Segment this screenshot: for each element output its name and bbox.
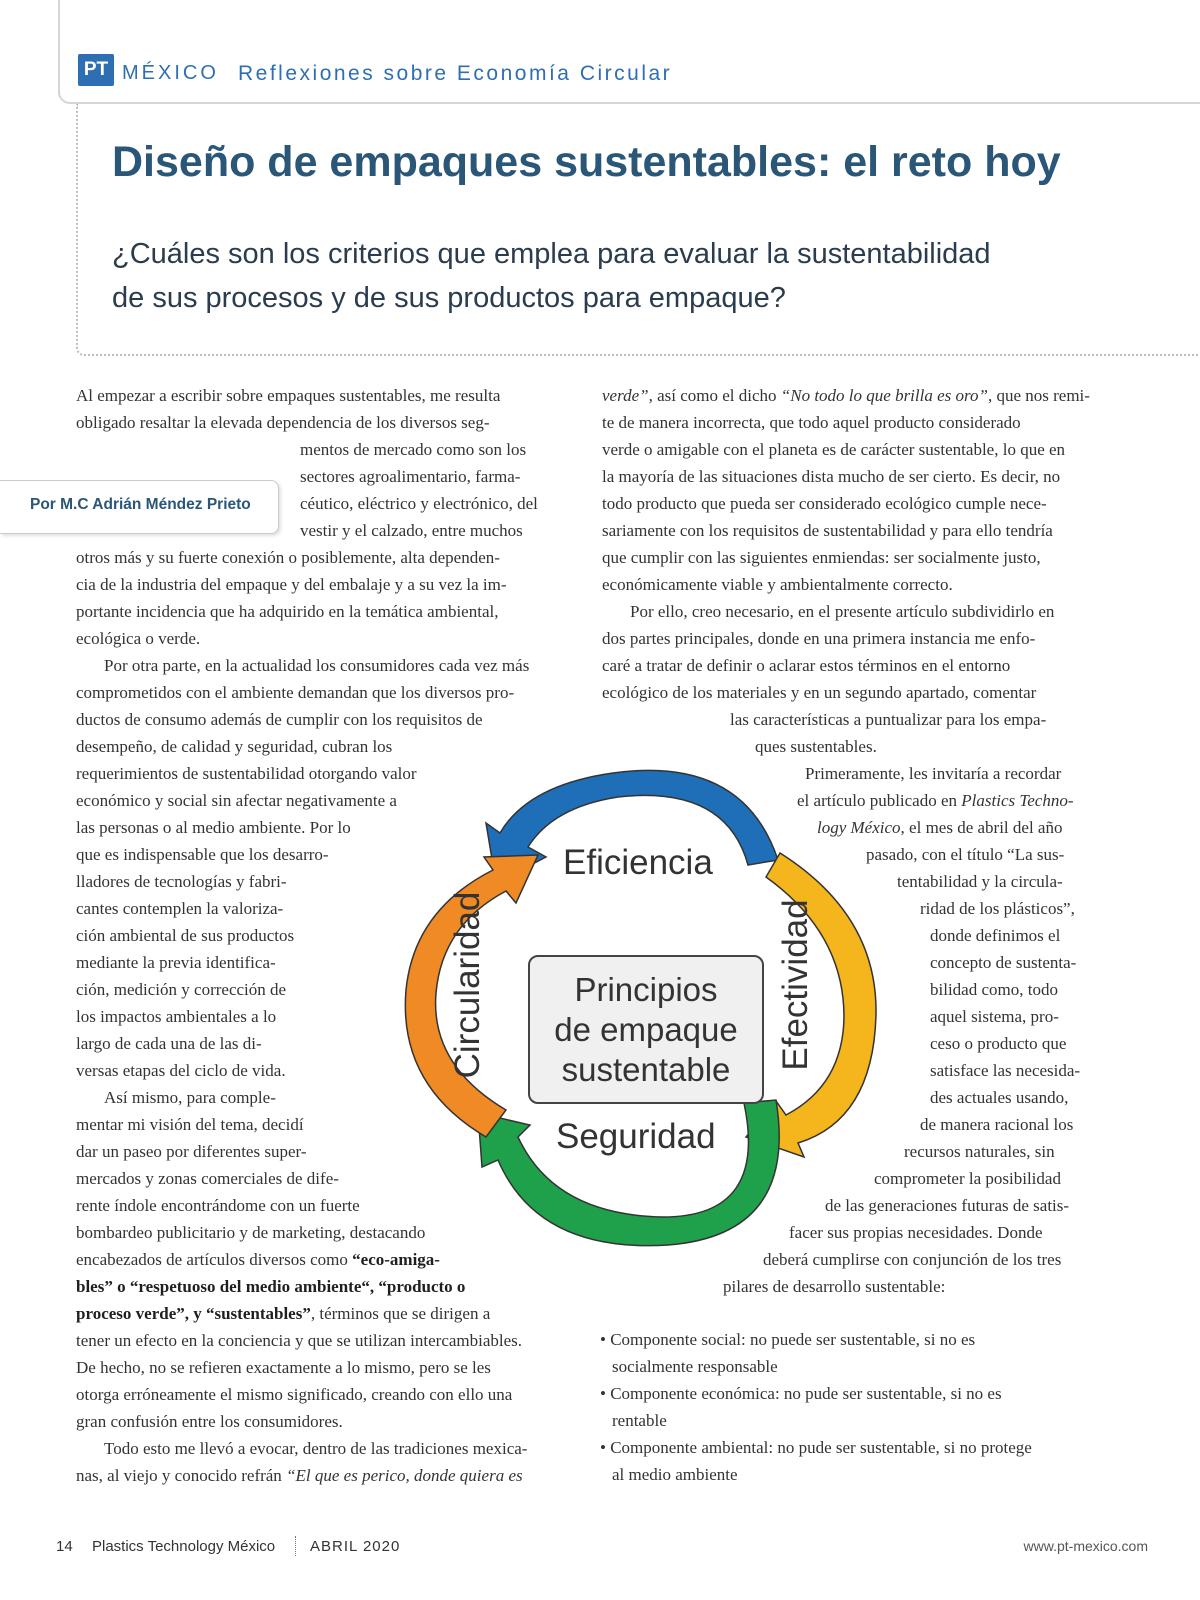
text-line: otros más y su fuerte conexión o posiblemente, alta dependen- <box>76 548 500 567</box>
text-line: céutico, eléctrico y electrónico, del <box>300 494 538 513</box>
label-seguridad: Seguridad <box>556 1117 716 1156</box>
text-line: ecológico de los materiales y en un segundo apartado, comentar <box>602 683 1037 702</box>
text-line: económicamente viable y ambientalmente correcto. <box>602 575 953 594</box>
text-line: económico y social sin afectar negativamente a <box>76 791 397 810</box>
text-line <box>76 1462 523 1490</box>
text-line: ceso o producto que <box>930 1034 1067 1053</box>
text-line: Todo esto me llevó a evocar, dentro de las tradiciones mexica- <box>104 1439 528 1458</box>
text-line: comprometidos con el ambiente demandan que los diversos pro- <box>76 683 515 702</box>
bullet-item: socialmente responsable <box>612 1357 778 1376</box>
text-line: otorga erróneamente el mismo significado, creando con ello una <box>76 1385 513 1404</box>
bold-run: bles” o “respetuoso del medio ambiente“, “producto o <box>76 1277 466 1296</box>
text-run: , que nos remi- <box>987 386 1090 405</box>
center-box <box>528 955 764 1104</box>
text-line: tentabilidad y la circula- <box>897 872 1063 891</box>
text-line: dos partes principales, donde en una primera instancia me enfo- <box>602 629 1036 648</box>
issue-date: ABRIL 2020 <box>310 1538 401 1555</box>
text-run: nas, al viejo y conocido refrán <box>76 1466 287 1485</box>
text-line: las personas o al medio ambiente. Por lo <box>76 818 351 837</box>
center-line: sustentable <box>561 1050 731 1088</box>
text-run: , así como el dicho <box>648 386 781 405</box>
label-circularidad: Circularidad <box>448 891 487 1079</box>
header-country: MÉXICO <box>122 62 219 84</box>
text-line: versas etapas del ciclo de vida. <box>76 1061 286 1080</box>
author-byline: Por M.C Adrián Méndez Prieto <box>30 496 251 513</box>
bullet-item: • Componente ambiental: no pude ser sustentable, si no protege <box>600 1438 1032 1457</box>
text-line: lladores de tecnologías y fabri- <box>76 872 287 891</box>
text-line: comprometer la posibilidad <box>874 1169 1061 1188</box>
text-line: ecológica o verde. <box>76 629 201 648</box>
text-line: ción, medición y corrección de <box>76 980 287 999</box>
text-line: mentos de mercado como son los <box>300 440 527 459</box>
text-line: las características a puntualizar para los empa- <box>730 710 1047 729</box>
center-line: de empaque <box>554 1010 738 1048</box>
subtitle-line: de sus procesos y de sus productos para empaque? <box>112 282 786 314</box>
italic-run: logy México <box>817 818 901 837</box>
text-line: ductos de consumo además de cumplir con los requisitos de <box>76 710 483 729</box>
text-line: que cumplir con las siguientes enmiendas: ser socialmente justo, <box>602 548 1041 567</box>
text-line: recursos naturales, sin <box>904 1142 1055 1161</box>
text-line: verde o amigable con el planeta es de carácter sustentable, lo que en <box>602 440 1066 459</box>
magazine-name: Plastics Technology México <box>92 1538 276 1555</box>
text-line: obligado resaltar la elevada dependencia de los diversos seg- <box>76 413 490 432</box>
bold-run: proceso verde”, y “sustentables” <box>76 1304 311 1323</box>
text-run: el artículo publicado en <box>797 791 962 810</box>
text-line: aquel sistema, pro- <box>930 1007 1059 1026</box>
text-line: te de manera incorrecta, que todo aquel producto considerado <box>602 413 1021 432</box>
text-line: gran confusión entre los consumidores. <box>76 1412 343 1431</box>
article-subtitle <box>112 232 1112 320</box>
header-frame <box>58 0 1200 104</box>
text-line: des actuales usando, <box>930 1088 1069 1107</box>
text-line: De hecho, no se refieren exactamente a lo mismo, pero se les <box>76 1358 491 1377</box>
principles-diagram <box>378 765 908 1285</box>
text-line: bilidad como, todo <box>930 980 1058 999</box>
text-line: satisface las necesida- <box>930 1061 1081 1080</box>
text-line: Por ello, creo necesario, en el presente artículo subdividirlo en <box>630 602 1055 621</box>
text-line: sectores agroalimentario, farma- <box>300 467 521 486</box>
text-line: los impactos ambientales a lo <box>76 1007 277 1026</box>
text-line: tener un efecto en la conciencia y que se utilizan intercambiables. <box>76 1331 523 1350</box>
text-line: rente índole encontrándome con un fuerte <box>76 1196 360 1215</box>
page-number: 14 <box>56 1538 73 1555</box>
text-line: dar un paseo por diferentes super- <box>76 1142 307 1161</box>
text-line: Al empezar a escribir sobre empaques sustentables, me resulta <box>76 386 501 405</box>
text-line: deberá cumplirse con conjunción de los tres <box>763 1250 1062 1269</box>
italic-run: Plastics Techno- <box>961 791 1074 810</box>
text-line: vestir y el calzado, entre muchos <box>300 521 523 540</box>
text-line <box>76 1300 490 1328</box>
text-line: que es indispensable que los desarro- <box>76 845 329 864</box>
text-line: pasado, con el título “La sus- <box>866 845 1065 864</box>
text-line: bombardeo publicitario y de marketing, destacando <box>76 1223 426 1242</box>
bullet-item: al medio ambiente <box>612 1465 738 1484</box>
italic-run: “El que es perico, donde quiera es <box>286 1466 523 1485</box>
text-line: portante incidencia que ha adquirido en la temática ambiental, <box>76 602 499 621</box>
text-line: de manera racional los <box>920 1115 1074 1134</box>
pt-logo: PT <box>78 54 114 86</box>
text-run: , términos que se dirigen a <box>310 1304 491 1323</box>
text-line: pilares de desarrollo sustentable: <box>723 1277 946 1296</box>
text-line: largo de cada una de las di- <box>76 1034 262 1053</box>
text-line: ques sustentables. <box>755 737 877 756</box>
footer-divider <box>295 1536 296 1556</box>
italic-run: “No todo lo que brilla es oro” <box>780 386 988 405</box>
text-line: mentar mi visión del tema, decidí <box>76 1115 304 1134</box>
bullet-item: • Componente social: no puede ser sustentable, si no es <box>600 1330 976 1349</box>
text-line: cia de la industria del empaque y del embalaje y a su vez la im- <box>76 575 507 594</box>
text-line: Primeramente, les invitaría a recordar <box>805 764 1062 783</box>
text-line: concepto de sustenta- <box>930 953 1077 972</box>
text-line: donde definimos el <box>930 926 1061 945</box>
header-section: Reflexiones sobre Economía Circular <box>238 62 673 85</box>
text-line: la mayoría de las situaciones dista mucho de ser cierto. Es decir, no <box>602 467 1061 486</box>
italic-run: verde” <box>602 386 649 405</box>
website-link[interactable]: www.pt-mexico.com <box>1023 1538 1148 1554</box>
label-efectividad: Efectividad <box>776 899 815 1071</box>
bullet-item: rentable <box>612 1411 667 1430</box>
text-line: cantes contemplen la valoriza- <box>76 899 284 918</box>
subtitle-line: ¿Cuáles son los criterios que emplea para evaluar la sustentabilidad <box>112 238 991 270</box>
text-line: todo producto que pueda ser considerado ecológico cumple nece- <box>602 494 1047 513</box>
text-line: mediante la previa identifica- <box>76 953 276 972</box>
text-line: mercados y zonas comerciales de dife- <box>76 1169 339 1188</box>
bullet-item: • Componente económica: no pude ser sustentable, si no es <box>600 1384 1002 1403</box>
text-line: ridad de los plásticos”, <box>920 899 1075 918</box>
text-line: requerimientos de sustentabilidad otorgando valor <box>76 764 417 783</box>
text-line: de las generaciones futuras de satis- <box>825 1196 1070 1215</box>
text-run: , el mes de abril del año <box>900 818 1063 837</box>
text-line: facer sus propias necesidades. Donde <box>789 1223 1043 1242</box>
label-eficiencia: Eficiencia <box>563 843 713 882</box>
text-line: sariamente con los requisitos de sustentabilidad y para ello tendría <box>602 521 1053 540</box>
text-line <box>602 382 1090 410</box>
bold-run: “eco-amiga- <box>352 1250 440 1269</box>
article-title: Diseño de empaques sustentables: el reto hoy <box>112 138 1061 186</box>
text-run: encabezados de artículos diversos como <box>76 1250 353 1269</box>
text-line: Así mismo, para comple- <box>104 1088 276 1107</box>
text-line: desempeño, de calidad y seguridad, cubran los <box>76 737 393 756</box>
center-line: Principios <box>574 970 718 1008</box>
text-line: caré a tratar de definir o aclarar estos términos en el entorno <box>602 656 1011 675</box>
text-line: Por otra parte, en la actualidad los consumidores cada vez más <box>104 656 530 675</box>
text-line: ción ambiental de sus productos <box>76 926 295 945</box>
